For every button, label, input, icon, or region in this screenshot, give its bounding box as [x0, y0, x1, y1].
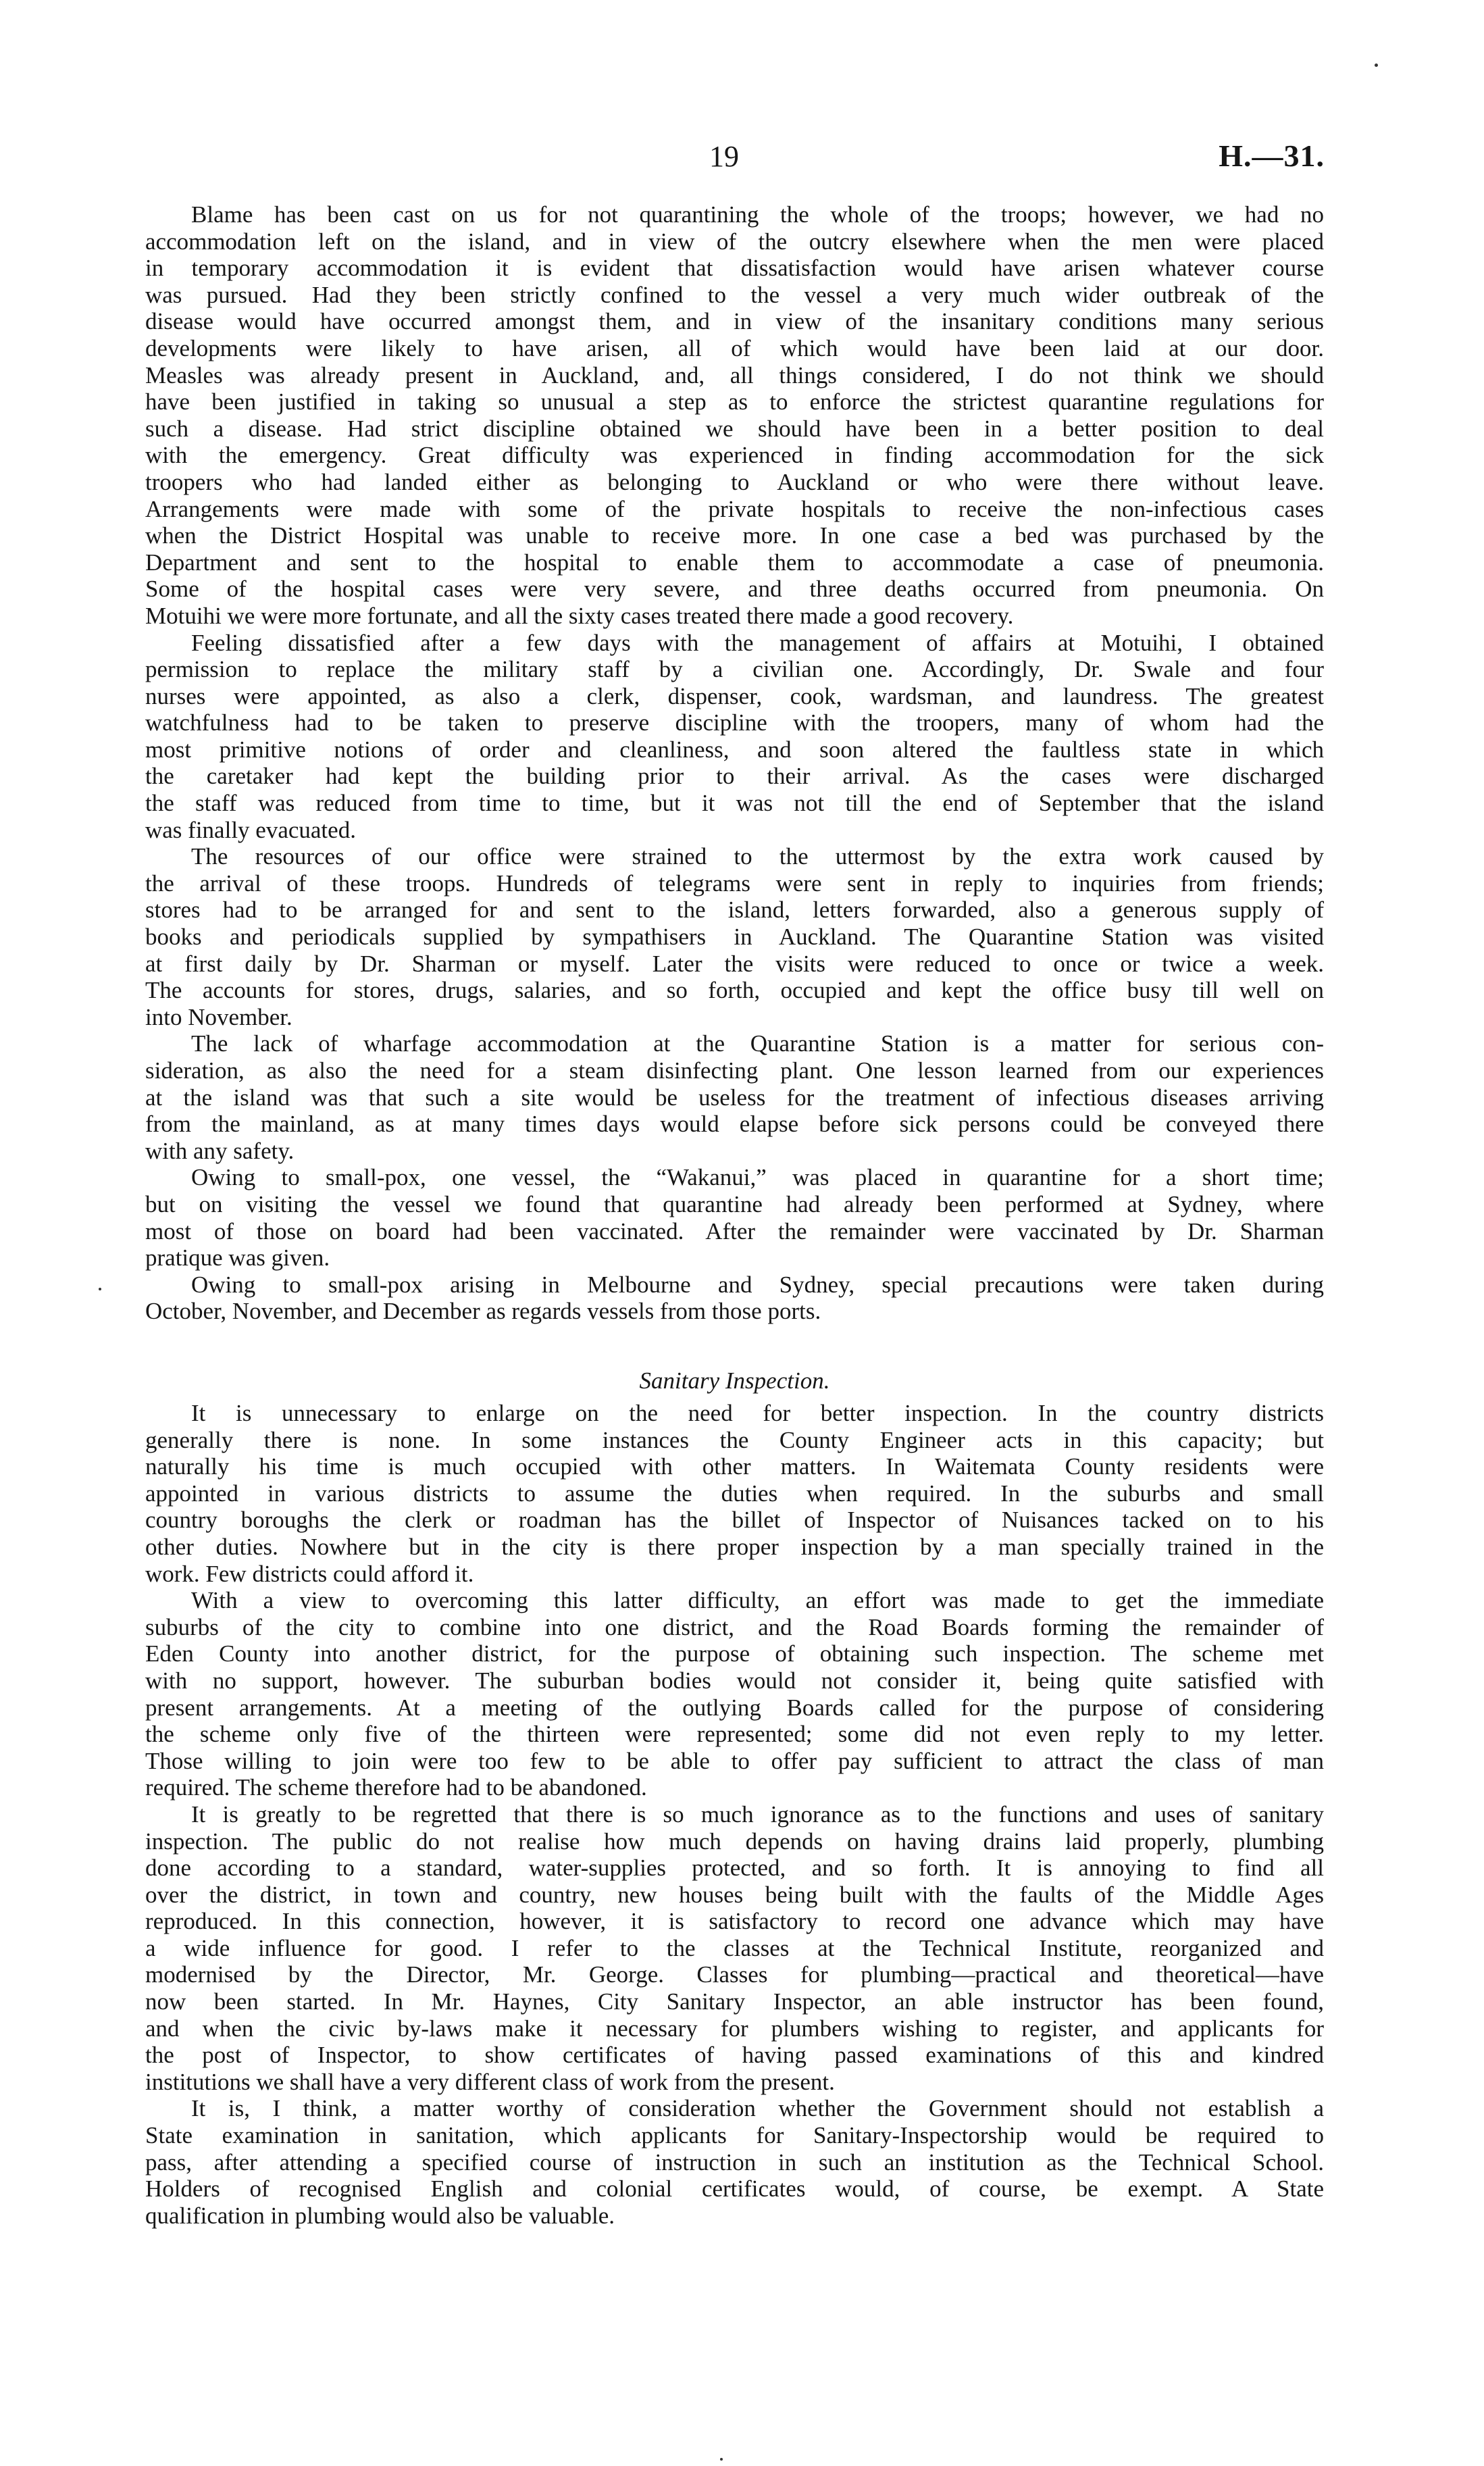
text-line: when the District Hospital was unable to receive more. In one case a bed was purchased by the — [145, 522, 1324, 549]
text-line: The resources of our office were strained to the uttermost by the extra work caused by — [191, 843, 1324, 870]
scan-speck — [720, 2458, 723, 2461]
scan-speck — [99, 1288, 101, 1290]
text-line: from the mainland, as at many times days would elapse before sick persons could be conveyed there — [145, 1111, 1324, 1138]
scan-speck — [1375, 64, 1378, 67]
text-line: at the island was that such a site would be useless for the treatment of infectious diseases arriving — [145, 1084, 1324, 1111]
paragraph — [145, 1030, 1324, 1164]
text-line: Holders of recognised English and colonial certificates would, of course, be exempt. A State — [145, 2175, 1324, 2203]
text-line: was finally evacuated. — [145, 816, 356, 843]
text-line: Some of the hospital cases were very severe, and three deaths occurred from pneumonia. On — [145, 576, 1324, 603]
text-line: the arrival of these troops. Hundreds of telegrams were sent in reply to inquiries from friends; — [145, 870, 1324, 897]
paragraph — [145, 1801, 1324, 2096]
text-line: other duties. Nowhere but in the city is there proper inspection by a man specially trained in the — [145, 1533, 1324, 1560]
paragraph — [145, 630, 1324, 844]
text-line: Those willing to join were too few to be able to offer pay sufficient to attract the class of man — [145, 1747, 1324, 1774]
text-line: with any safety. — [145, 1137, 295, 1164]
text-line: Department and sent to the hospital to enable them to accommodate a case of pneumonia. — [145, 549, 1324, 576]
text-line: the caretaker had kept the building prior to their arrival. As the cases were discharged — [145, 763, 1324, 790]
text-line: With a view to overcoming this latter difficulty, an effort was made to get the immediate — [191, 1587, 1324, 1614]
text-line: the post of Inspector, to show certificates of having passed examinations of this and kindred — [145, 2042, 1324, 2069]
text-line: pass, after attending a specified course of instruction in such an institution as the Technical School. — [145, 2148, 1324, 2175]
text-line: The lack of wharfage accommodation at the Quarantine Station is a matter for serious con- — [191, 1030, 1324, 1057]
text-line: required. The scheme therefore had to be abandoned. — [145, 1774, 647, 1801]
text-line: disease would have occurred amongst them, and in view of the insanitary conditions many serious — [145, 308, 1324, 335]
section-sanitary-inspection-text — [145, 1400, 1324, 2229]
paragraph — [145, 1400, 1324, 1587]
paragraph — [145, 201, 1324, 630]
text-line: accommodation left on the island, and in view of the outcry elsewhere when the men were placed — [145, 228, 1324, 255]
text-line: now been started. In Mr. Haynes, City Sanitary Inspector, an able instructor has been found, — [145, 1988, 1324, 2015]
paragraph — [145, 1164, 1324, 1271]
text-line: appointed in various districts to assume the duties when required. In the suburbs and small — [145, 1480, 1324, 1507]
text-line: October, November, and December as regards vessels from those ports. — [145, 1298, 821, 1325]
text-line: with no support, however. The suburban bodies would not consider it, being quite satisfied with — [145, 1667, 1324, 1694]
text-line: watchfulness had to be taken to preserve discipline with the troopers, many of whom had the — [145, 709, 1324, 736]
paragraph — [145, 843, 1324, 1030]
text-line: Owing to small-pox arising in Melbourne and Sydney, special precautions were taken during — [191, 1271, 1324, 1298]
text-line: the staff was reduced from time to time, but it was not till the end of September that the island — [145, 790, 1324, 817]
text-line: country boroughs the clerk or roadman has the billet of Inspector of Nuisances tacked on to his — [145, 1507, 1324, 1534]
text-line: into November. — [145, 1003, 292, 1030]
text-line: pratique was given. — [145, 1244, 330, 1272]
text-line: Measles was already present in Auckland, and, all things considered, I do not think we should — [145, 361, 1324, 388]
paragraph — [145, 2095, 1324, 2229]
text-line: inspection. The public do not realise how much depends on having drains laid properly, plumbing — [145, 1828, 1324, 1855]
paragraph — [145, 1272, 1324, 1325]
text-line: the scheme only five of the thirteen were represented; some did not even reply to my letter. — [145, 1721, 1324, 1748]
text-line: naturally his time is much occupied with other matters. In Waitemata County residents were — [145, 1453, 1324, 1480]
text-line: qualification in plumbing would also be valuable. — [145, 2202, 615, 2229]
text-line: most primitive notions of order and cleanliness, and soon altered the faultless state in which — [145, 736, 1324, 763]
text-line: suburbs of the city to combine into one district, and the Road Boards forming the remainder of — [145, 1613, 1324, 1640]
text-line: It is, I think, a matter worthy of consideration whether the Government should not establish a — [191, 2095, 1324, 2122]
text-line: sideration, as also the need for a steam disinfecting plant. One lesson learned from our experiences — [145, 1057, 1324, 1084]
text-line: books and periodicals supplied by sympathisers in Auckland. The Quarantine Station was visited — [145, 924, 1324, 951]
text-line: most of those on board had been vaccinated. After the remainder were vaccinated by Dr. Sharman — [145, 1217, 1324, 1244]
text-line: Owing to small-pox, one vessel, the “Wakanui,” was placed in quarantine for a short time; — [191, 1164, 1324, 1191]
section-quarantine-text — [145, 201, 1324, 1325]
text-line: Arrangements were made with some of the private hospitals to receive the non-infectious cases — [145, 495, 1324, 522]
text-line: Feeling dissatisfied after a few days with the management of affairs at Motuihi, I obtained — [191, 629, 1324, 656]
paragraph — [145, 1587, 1324, 1801]
text-line: permission to replace the military staff by a civilian one. Accordingly, Dr. Swale and four — [145, 656, 1324, 683]
text-line: nurses were appointed, as also a clerk, dispenser, cook, wardsman, and laundress. The greatest — [145, 682, 1324, 709]
text-line: in temporary accommodation it is evident that dissatisfaction would have arisen whatever course — [145, 255, 1324, 282]
text-line: generally there is none. In some instances the County Engineer acts in this capacity; but — [145, 1426, 1324, 1453]
section-heading-sanitary-inspection: Sanitary Inspection. — [639, 1367, 830, 1394]
page-number: 19 — [709, 140, 739, 173]
text-line: work. Few districts could afford it. — [145, 1560, 474, 1587]
text-line: over the district, in town and country, new houses being built with the faults of the Middle Ages — [145, 1881, 1324, 1908]
text-line: but on visiting the vessel we found that quarantine had already been performed at Sydney, where — [145, 1190, 1324, 1217]
text-line: developments were likely to have arisen, all of which would have been laid at our door. — [145, 334, 1324, 361]
text-line: was pursued. Had they been strictly confined to the vessel a very much wider outbreak of the — [145, 281, 1324, 308]
text-line: troopers who had landed either as belonging to Auckland or who were there without leave. — [145, 468, 1324, 495]
text-line: The accounts for stores, drugs, salaries, and so forth, occupied and kept the office busy till well on — [145, 977, 1324, 1004]
text-line: It is greatly to be regretted that there is so much ignorance as to the functions and uses of sanitary — [191, 1801, 1324, 1828]
text-line: modernised by the Director, Mr. George. Classes for plumbing—practical and theoretical—have — [145, 1961, 1324, 1988]
text-line: done according to a standard, water-supplies protected, and so forth. It is annoying to find all — [145, 1855, 1324, 1882]
text-line: with the emergency. Great difficulty was experienced in finding accommodation for the sick — [145, 442, 1324, 469]
text-line: such a disease. Had strict discipline obtained we should have been in a better position to deal — [145, 415, 1324, 442]
document-reference: H.—31. — [1219, 139, 1325, 173]
text-line: Blame has been cast on us for not quarantining the whole of the troops; however, we had no — [191, 201, 1324, 228]
text-line: a wide influence for good. I refer to the classes at the Technical Institute, reorganized and — [145, 1934, 1324, 1961]
text-line: Eden County into another district, for the purpose of obtaining such inspection. The scheme met — [145, 1640, 1324, 1667]
text-line: and when the civic by-laws make it necessary for plumbers wishing to register, and applicants for — [145, 2015, 1324, 2042]
text-line: have been justified in taking so unusual a step as to enforce the strictest quarantine regulations for — [145, 388, 1324, 416]
text-line: State examination in sanitation, which applicants for Sanitary-Inspectorship would be required to — [145, 2122, 1324, 2149]
text-line: present arrangements. At a meeting of the outlying Boards called for the purpose of considering — [145, 1694, 1324, 1721]
text-line: reproduced. In this connection, however, it is satisfactory to record one advance which may have — [145, 1908, 1324, 1935]
text-line: stores had to be arranged for and sent to the island, letters forwarded, also a generous supply of — [145, 897, 1324, 924]
text-line: at first daily by Dr. Sharman or myself. Later the visits were reduced to once or twice a week. — [145, 950, 1324, 977]
text-line: Motuihi we were more fortunate, and all the sixty cases treated there made a good recovery. — [145, 602, 1014, 629]
text-line: institutions we shall have a very different class of work from the present. — [145, 2068, 835, 2095]
text-line: It is unnecessary to enlarge on the need for better inspection. In the country districts — [191, 1400, 1324, 1426]
